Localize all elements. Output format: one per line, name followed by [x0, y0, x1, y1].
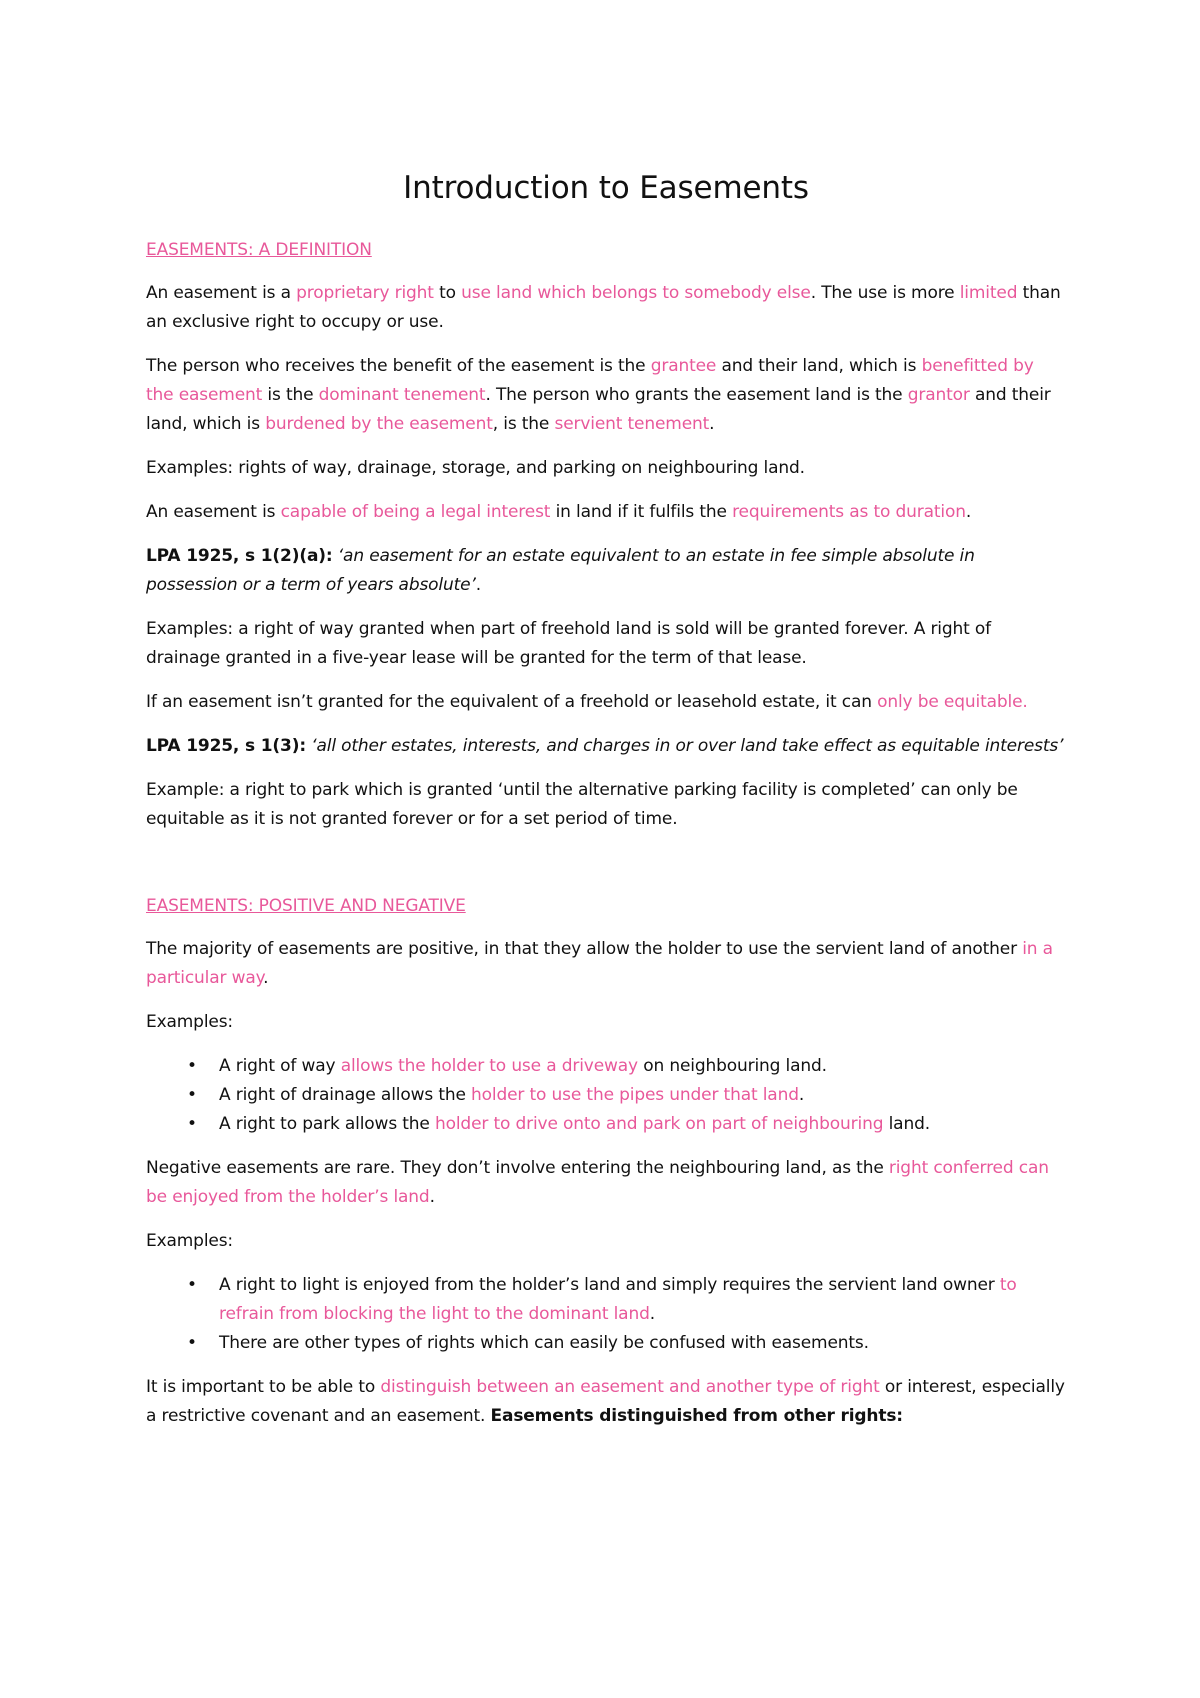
highlight-text: proprietary right: [296, 283, 434, 303]
text: .: [263, 968, 269, 988]
text: The majority of easements are positive, in that they allow the holder to use the servient land of another: [146, 939, 1023, 959]
text: .: [965, 502, 972, 522]
bold-lead-in: Easements distinguished from other rights:: [490, 1406, 903, 1426]
text: .: [798, 1085, 805, 1105]
highlight-text: distinguish between an easement and another type of right: [380, 1377, 880, 1397]
highlight-text: limited: [959, 283, 1018, 303]
highlight-text: servient tenement: [554, 414, 710, 434]
document-body: [146, 168, 1066, 1446]
paragraph: Examples:: [146, 1231, 233, 1251]
statute-reference: LPA 1925, s 1(3):: [146, 736, 306, 756]
text: land.: [883, 1114, 930, 1134]
list-item: [187, 1271, 1066, 1329]
paragraph: Examples: a right of way granted when part of freehold land is sold will be granted forever. A right of drainage granted in a five-year lease will be granted for the term of that lease.: [146, 619, 991, 668]
text: A right of way: [219, 1056, 341, 1076]
highlight-text: right conferred can be enjoyed from the holder’s land: [146, 1158, 1049, 1207]
text: .: [649, 1304, 655, 1324]
text: is the: [262, 385, 319, 405]
paragraph: [146, 935, 1066, 993]
paragraph: [146, 279, 1066, 337]
section-heading-definition: EASEMENTS: A DEFINITION: [146, 240, 372, 260]
paragraph: [146, 352, 1066, 439]
highlight-text: use land which belongs to somebody else: [461, 283, 811, 303]
text: A right to light is enjoyed from the holder’s land and simply requires the servient land owner: [219, 1275, 1000, 1295]
statute-text: ‘an easement for an estate equivalent to an estate in fee simple absolute in possession or a term of years absolute’: [146, 546, 975, 595]
statute-quote: [146, 542, 1066, 600]
text: There are other types of rights which can easily be confused with easements.: [219, 1333, 869, 1353]
bullet-icon: •: [187, 1085, 197, 1105]
highlight-text: in a particular way: [146, 939, 1053, 988]
text: Negative easements are rare. They don’t involve entering the neighbouring land, as the: [146, 1158, 889, 1178]
text: .: [429, 1187, 435, 1207]
paragraph: [146, 688, 1066, 717]
statute-text: ‘all other estates, interests, and charges in or over land take effect as equitable interests’: [305, 736, 1064, 756]
paragraph: Example: a right to park which is granted ‘until the alternative parking facility is completed’ can only be equitable as it is not granted forever or for a set period of time.: [146, 780, 1018, 829]
text: in land if it fulfils the: [550, 502, 733, 522]
section-spacer: [146, 849, 1066, 892]
highlight-text: requirements as to duration: [732, 502, 966, 522]
text: , is the: [492, 414, 555, 434]
highlight-text: holder to drive onto and park on part of neighbouring: [434, 1114, 884, 1134]
section-heading-positive-negative: EASEMENTS: POSITIVE AND NEGATIVE: [146, 896, 466, 916]
bullet-list-positive: [146, 1052, 1066, 1139]
text: and their land, which is: [146, 385, 1051, 434]
paragraph: [146, 1154, 1066, 1212]
highlight-text: grantor: [907, 385, 970, 405]
text: An easement is: [146, 502, 281, 522]
paragraph: [146, 498, 1066, 527]
paragraph: Examples:: [146, 1012, 233, 1032]
highlight-text: allows the holder to use a driveway: [340, 1056, 638, 1076]
list-item: [187, 1110, 1066, 1139]
page-title: Introduction to Easements: [403, 170, 809, 206]
list-item: [187, 1329, 1066, 1358]
text: If an easement isn’t granted for the equivalent of a freehold or leasehold estate, it can: [146, 692, 878, 712]
bullet-icon: •: [187, 1333, 197, 1353]
paragraph: Examples: rights of way, drainage, storage, and parking on neighbouring land.: [146, 458, 805, 478]
bullet-icon: •: [187, 1114, 197, 1134]
text: than an exclusive right to occupy or use.: [146, 283, 1061, 332]
text: An easement is a: [146, 283, 297, 303]
text: .: [709, 414, 715, 434]
list-item: [187, 1081, 1066, 1110]
statute-quote: [146, 732, 1066, 761]
text: . The use is more: [810, 283, 960, 303]
text: . The person who grants the easement land is the: [485, 385, 908, 405]
text: to: [433, 283, 462, 303]
text: .: [475, 575, 481, 595]
text: or interest, especially a restrictive covenant and an easement.: [146, 1377, 1065, 1426]
bullet-list-negative: [146, 1271, 1066, 1358]
text: The person who receives the benefit of the easement is the: [146, 356, 651, 376]
bullet-icon: •: [187, 1275, 197, 1295]
highlight-text: holder to use the pipes under that land: [471, 1085, 799, 1105]
highlight-text: benefitted by the easement: [146, 356, 1034, 405]
highlight-text: only be equitable.: [877, 692, 1028, 712]
text: and their land, which is: [716, 356, 922, 376]
text: on neighbouring land.: [637, 1056, 827, 1076]
highlight-text: dominant tenement: [318, 385, 486, 405]
paragraph: [146, 1373, 1066, 1431]
text: A right of drainage allows the: [219, 1085, 472, 1105]
highlight-text: to refrain from blocking the light to the dominant land: [219, 1275, 1017, 1324]
highlight-text: grantee: [650, 356, 717, 376]
text: It is important to be able to: [146, 1377, 381, 1397]
highlight-text: capable of being a legal interest: [280, 502, 551, 522]
text: A right to park allows the: [219, 1114, 435, 1134]
highlight-text: burdened by the easement: [265, 414, 493, 434]
statute-reference: LPA 1925, s 1(2)(a):: [146, 546, 333, 566]
bullet-icon: •: [187, 1056, 197, 1076]
list-item: [187, 1052, 1066, 1081]
